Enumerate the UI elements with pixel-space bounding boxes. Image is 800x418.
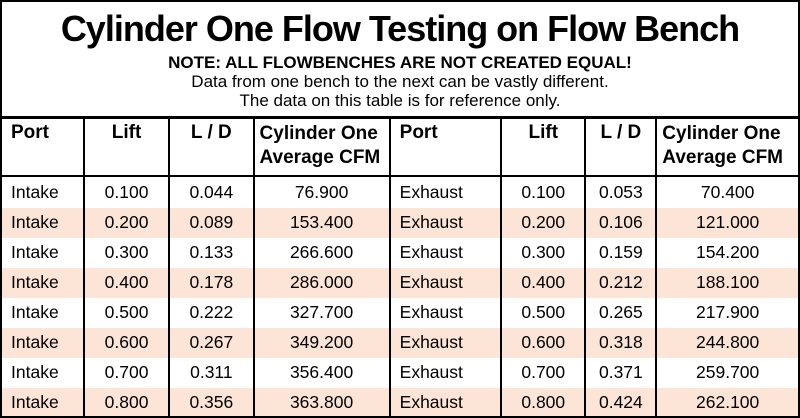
port-cell: Exhaust xyxy=(390,268,501,298)
header-lift-intake: Lift xyxy=(84,119,169,176)
table-row xyxy=(2,358,798,388)
header-port-intake: Port xyxy=(2,119,84,176)
cfm-cell: 327.700 xyxy=(254,298,390,328)
ld-cell: 0.159 xyxy=(585,238,656,268)
lift-cell: 0.600 xyxy=(501,328,585,358)
header-row xyxy=(2,119,798,176)
cfm-cell: 266.600 xyxy=(254,238,390,268)
port-cell: Intake xyxy=(11,181,59,202)
ld-cell: 0.044 xyxy=(169,176,253,208)
lift-cell: 0.100 xyxy=(84,176,169,208)
ld-cell: 0.053 xyxy=(585,176,656,208)
ld-cell: 0.267 xyxy=(169,328,253,358)
lift-cell: 0.700 xyxy=(501,358,585,388)
port-cell: Intake xyxy=(11,302,59,323)
port-cell: Intake xyxy=(11,392,59,413)
port-cell: Exhaust xyxy=(390,208,501,238)
page-title: Cylinder One Flow Testing on Flow Bench xyxy=(60,8,740,49)
header-lift-exhaust: Lift xyxy=(501,119,585,176)
cfm-cell: 76.900 xyxy=(254,176,390,208)
port-cell: Exhaust xyxy=(390,238,501,268)
cfm-cell: 121.000 xyxy=(656,208,798,238)
lift-cell: 0.200 xyxy=(84,208,169,238)
note-line-2: Data from one bench to the next can be vastly different. xyxy=(191,72,609,91)
ld-cell: 0.311 xyxy=(169,358,253,388)
ld-cell: 0.178 xyxy=(169,268,253,298)
cfm-cell: 349.200 xyxy=(254,328,390,358)
table-row xyxy=(2,268,798,298)
cfm-cell: 217.900 xyxy=(656,298,798,328)
header-cfm-exhaust xyxy=(656,119,798,176)
lift-cell: 0.400 xyxy=(84,268,169,298)
lift-cell: 0.800 xyxy=(84,388,169,418)
cfm-cell: 262.100 xyxy=(656,388,798,418)
ld-cell: 0.371 xyxy=(585,358,656,388)
lift-cell: 0.400 xyxy=(501,268,585,298)
flow-data-table xyxy=(2,119,798,418)
port-cell: Intake xyxy=(11,332,59,353)
table-row xyxy=(2,388,798,418)
header-cfm-intake xyxy=(254,119,390,176)
port-cell: Exhaust xyxy=(390,298,501,328)
ld-cell: 0.212 xyxy=(585,268,656,298)
ld-cell: 0.106 xyxy=(585,208,656,238)
ld-cell: 0.222 xyxy=(169,298,253,328)
ld-cell: 0.089 xyxy=(169,208,253,238)
table-row xyxy=(2,208,798,238)
lift-cell: 0.500 xyxy=(84,298,169,328)
ld-cell: 0.424 xyxy=(585,388,656,418)
ld-cell: 0.133 xyxy=(169,238,253,268)
header-ld-exhaust: L / D xyxy=(585,119,656,176)
header-ld-intake: L / D xyxy=(169,119,253,176)
cfm-cell: 244.800 xyxy=(656,328,798,358)
port-cell: Exhaust xyxy=(390,358,501,388)
note-headline: NOTE: ALL FLOWBENCHES ARE NOT CREATED EQUAL! xyxy=(168,53,632,72)
lift-cell: 0.200 xyxy=(501,208,585,238)
lift-cell: 0.500 xyxy=(501,298,585,328)
cfm-cell: 153.400 xyxy=(254,208,390,238)
lift-cell: 0.300 xyxy=(501,238,585,268)
header-port-exhaust: Port xyxy=(390,119,501,176)
cfm-cell: 363.800 xyxy=(254,388,390,418)
table-row xyxy=(2,238,798,268)
header-cfm-line2: Average CFM xyxy=(662,147,784,168)
cfm-cell: 356.400 xyxy=(254,358,390,388)
cfm-cell: 286.000 xyxy=(254,268,390,298)
table-row xyxy=(2,328,798,358)
port-cell: Exhaust xyxy=(390,388,501,418)
port-cell: Exhaust xyxy=(390,176,501,208)
port-cell: Intake xyxy=(11,212,59,233)
ld-cell: 0.356 xyxy=(169,388,253,418)
note-line-3: The data on this table is for reference only. xyxy=(239,91,561,110)
port-cell: Intake xyxy=(11,362,59,383)
port-cell: Intake xyxy=(11,272,59,293)
table-row xyxy=(2,176,798,208)
port-cell: Intake xyxy=(11,242,59,263)
lift-cell: 0.100 xyxy=(501,176,585,208)
masthead xyxy=(2,5,798,119)
header-cfm-line1: Cylinder One xyxy=(259,123,378,144)
cfm-cell: 188.100 xyxy=(656,268,798,298)
cfm-cell: 259.700 xyxy=(656,358,798,388)
table-row xyxy=(2,298,798,328)
port-cell: Exhaust xyxy=(390,328,501,358)
lift-cell: 0.700 xyxy=(84,358,169,388)
lift-cell: 0.800 xyxy=(501,388,585,418)
cfm-cell: 70.400 xyxy=(656,176,798,208)
ld-cell: 0.265 xyxy=(585,298,656,328)
cfm-cell: 154.200 xyxy=(656,238,798,268)
lift-cell: 0.600 xyxy=(84,328,169,358)
lift-cell: 0.300 xyxy=(84,238,169,268)
header-cfm-line2: Average CFM xyxy=(259,147,381,168)
header-cfm-line1: Cylinder One xyxy=(662,123,781,144)
ld-cell: 0.318 xyxy=(585,328,656,358)
